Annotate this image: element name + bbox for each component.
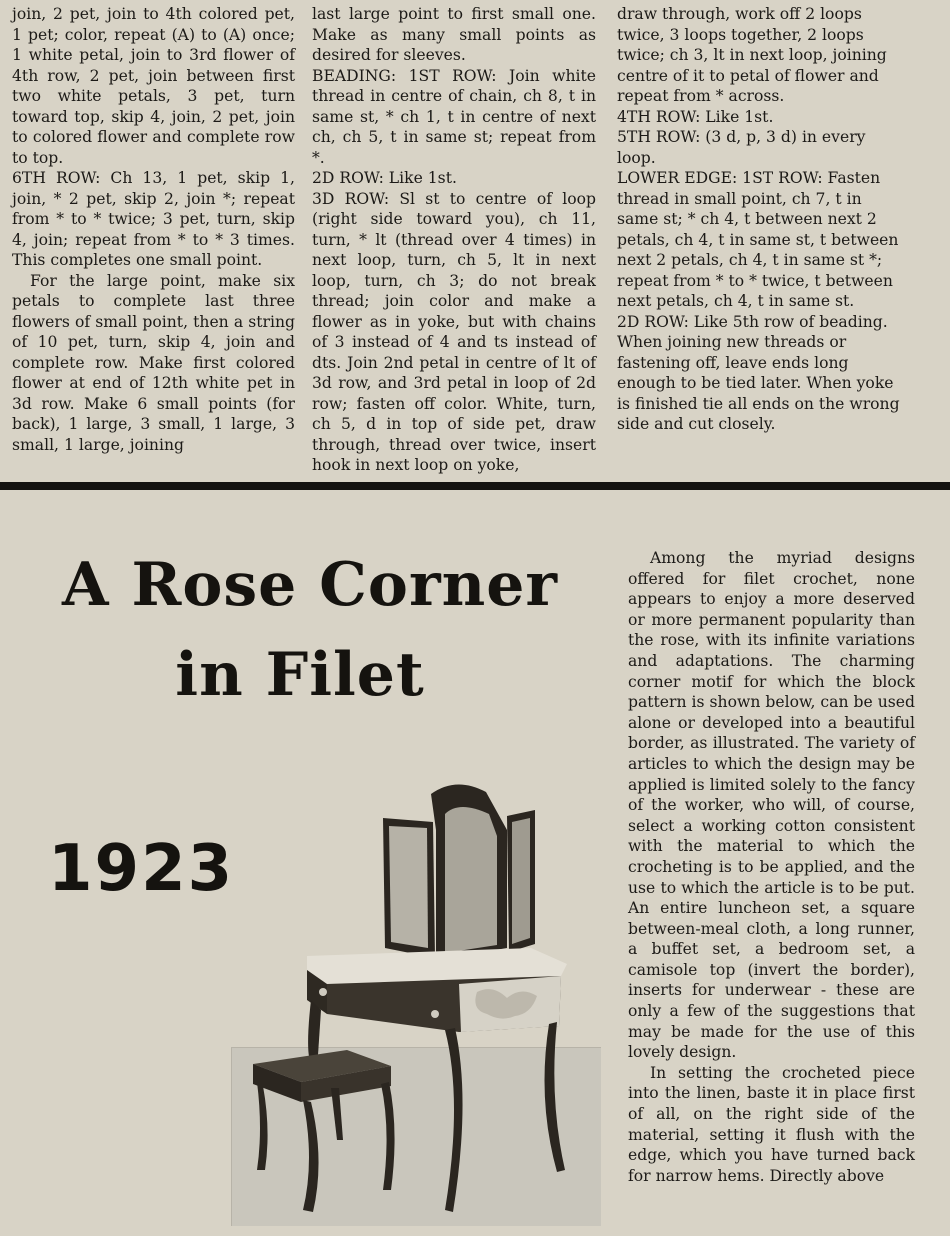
paragraph: join, 2 pet, join to 4th colored pet, 1 pet; color, repeat (A) to (A) once; 1 white petal, join to 3rd flower of 4th row, 2 pet, join between first two white petals, 3 pet, turn toward top, skip 4, join, 2 pet, join to colored flower and complete row to top. bbox=[12, 5, 295, 167]
paragraph: 2D ROW: Like 1st. bbox=[312, 169, 457, 187]
paragraph: last large point to first small one. Make as many small points as desired for sleeves. bbox=[312, 5, 596, 64]
vanity-table-photo bbox=[231, 770, 601, 1226]
year-label: 1923 bbox=[48, 832, 235, 906]
section-divider bbox=[0, 482, 950, 490]
article-title-line-2: in Filet bbox=[175, 640, 425, 710]
article-body bbox=[628, 548, 915, 1186]
paragraph: Among the myriad designs offered for filet crochet, none appears to enjoy a more deserved or more permanent popularity than the rose, with its infinite variations and adaptations. The charming corner motif for which the block pattern is shown below, can be used alone or developed into a beautiful border, as illustrated. The variety of articles to which the design may be applied is limited solely to the fancy of the worker, who will, of course, select a working cotton consistent with the material to which the crocheting is to be applied, and the use to which the article is to be put. An entire luncheon set, a square between-meal cloth, a long runner, a buffet set, a bedroom set, a camisole top (invert the border), inserts for underwear - these are only a few of the suggestions that may be made for the use of this lovely design. bbox=[628, 549, 915, 1062]
paragraph: 2D ROW: Like 5th row of beading. When joining new threads or fastening off, leave ends long enough to be tied later. When yoke is finished tie all ends on the wrong side and cut closely. bbox=[617, 312, 900, 433]
paragraph: 3D ROW: Sl st to centre of loop (right side toward you), ch 11, turn, * lt (thread over 4 times) in next loop, turn, ch 5, lt in next loop, turn, ch 3; do not break thread; join color and make a flower as in yoke, but with chains of 3 instead of 4 and ts instead of dts. Join 2nd petal in centre of lt of 3d row, and 3rd petal in loop of 2d row; fasten off color. White, turn, ch 5, d in top of side pet, draw through, thread over twice, insert hook in next loop on yoke, bbox=[312, 189, 596, 474]
paragraph: In setting the crocheted piece into the linen, baste it in place first of all, on the right side of the material, setting it flush with the edge, which you have turned back for narrow hems. Directly above bbox=[628, 1063, 915, 1185]
paragraph: 4TH ROW: Like 1st. bbox=[617, 107, 774, 126]
paragraph: BEADING: 1ST ROW: Join white thread in centre of chain, ch 8, t in same st, * ch 1, t in centre of next ch, ch 5, t in same st; repeat from *. bbox=[312, 66, 596, 167]
paragraph: For the large point, make six petals to complete last three flowers of small point, then a string of 10 pet, turn, skip 4, join and complete row. Make first colored flower at end of 12th white pet in 3d row. Make 6 small points (for back), 1 large, 3 small, 1 large, 3 small, 1 large, joining bbox=[12, 271, 295, 454]
paragraph: draw through, work off 2 loops twice, 3 loops together, 2 loops twice; ch 3, lt in next loop, joining centre of it to petal of flower and repeat from * across. bbox=[617, 5, 887, 105]
instructions-column-1 bbox=[12, 4, 295, 455]
instructions-column-3 bbox=[617, 4, 903, 435]
vanity-illustration bbox=[231, 770, 601, 1226]
paragraph: LOWER EDGE: 1ST ROW: Fasten thread in small point, ch 7, t in same st; * ch 4, t between next 2 petals, ch 4, t in same st, t between next 2 petals, ch 4, t in same st *; repeat from * to * twice, t between next petals, ch 4, t in same st. bbox=[617, 169, 899, 310]
paragraph: 6TH ROW: Ch 13, 1 pet, skip 1, join, * 2 pet, skip 2, join *; repeat from * to * twice; 3 pet, turn, skip 4, join; repeat from * to * 3 times. This completes one small point. bbox=[12, 169, 295, 269]
paragraph: 5TH ROW: (3 d, p, 3 d) in every loop. bbox=[617, 128, 866, 167]
article-title-line-1: A Rose Corner bbox=[62, 550, 558, 620]
instructions-column-2 bbox=[312, 4, 596, 476]
